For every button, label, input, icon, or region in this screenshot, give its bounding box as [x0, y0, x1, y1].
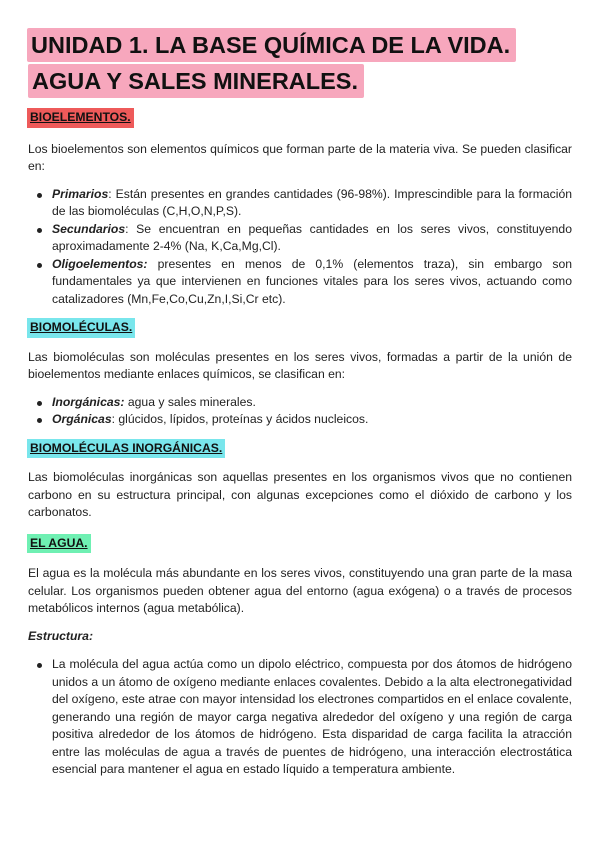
list-item: Secundarios: Se encuentran en pequeñas cantidades en los seres vivos, constituyendo aproximadamente 2-4% (Na, K,Ca,Mg,Cl). [52, 221, 572, 256]
bioelementos-intro: Los bioelementos son elementos químicos que forman parte de la materia viva. Se pueden clasificar en: [28, 141, 572, 173]
bioelementos-list [28, 186, 572, 309]
estructura-list [28, 656, 572, 779]
biomoleculas-intro: Las biomoléculas son moléculas presentes en los seres vivos, formadas a partir de la unión de bioelementos mediante enlaces químicos, se clasifican en: [28, 349, 572, 381]
heading-biomoleculas: BIOMOLÉCULAS. [27, 318, 135, 338]
biomoleculas-list [28, 394, 572, 429]
title-line-2: AGUA Y SALES MINERALES. [28, 64, 364, 98]
document-title [28, 28, 572, 100]
heading-biomoleculas-inorganicas: BIOMOLÉCULAS INORGÁNICAS. [27, 439, 225, 459]
list-item: La molécula del agua actúa como un dipolo eléctrico, compuesta por dos átomos de hidrógeno unidos a un átomo de oxígeno mediante enlaces covalentes. Debido a la alta electronegatividad del oxígeno, este atrae con mayor intensidad los electrones compartidos en el enlace covalente, generando una región de mayor carga negativa alrededor del oxígeno y una región de carga positiva alrededor de los átomos de hidrógeno. Esta disparidad de carga facilita la atracción entre las moléculas de agua a través de puentes de hidrógeno, una interacción electrostática esencial para mantener el agua en estado líquido a temperatura ambiente. [52, 656, 572, 779]
heading-bioelementos: BIOELEMENTOS. [27, 108, 134, 128]
list-item: Orgánicas: glúcidos, lípidos, proteínas y ácidos nucleicos. [52, 411, 572, 429]
agua-text: El agua es la molécula más abundante en los seres vivos, constituyendo una gran parte de la masa celular. Los organismos pueden obtener agua del entorno (agua exógena) o a través de procesos metabólicos internos (agua metabólica). [28, 566, 572, 615]
inorganicas-text: Las biomoléculas inorgánicas son aquellas presentes en los organismos vivos que no contienen carbono en su estructura principal, con algunas excepciones como el dióxido de carbono y los carbonatos. [28, 470, 572, 519]
title-line-1: UNIDAD 1. LA BASE QUÍMICA DE LA VIDA. [27, 28, 516, 62]
list-item: Inorgánicas: agua y sales minerales. [52, 394, 572, 412]
list-item: Oligoelementos: presentes en menos de 0,1% (elementos traza), sin embargo son fundamentales ya que intervienen en funciones vitales para los seres vivos, actuando como catalizadores (Mn,Fe,Co,Cu,Zn,I,Si,Cr etc). [52, 256, 572, 309]
subheading-estructura: Estructura: [28, 628, 94, 643]
heading-el-agua: EL AGUA. [27, 534, 91, 554]
list-item: Primarios: Están presentes en grandes cantidades (96-98%). Imprescindible para la formación de las biomoléculas (C,H,O,N,P,S). [52, 186, 572, 221]
